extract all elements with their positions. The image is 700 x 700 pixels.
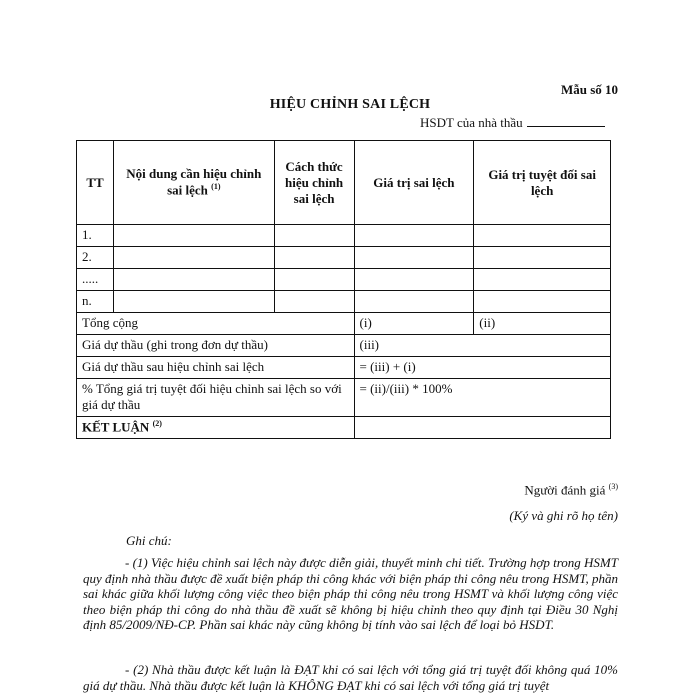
- cell-method: [274, 247, 354, 269]
- total-value: (i): [354, 313, 474, 335]
- cell-method: [274, 269, 354, 291]
- percent-row: [77, 379, 611, 417]
- footnote-3-marker: (3): [608, 482, 618, 491]
- correction-table: [76, 140, 611, 439]
- bid-price-label: Giá dự thầu (ghi trong đơn dự thầu): [77, 335, 355, 357]
- cell-content: [113, 225, 274, 247]
- evaluator-label: Người đánh giá $^{(3)}$: [524, 482, 618, 498]
- conclusion-value: [354, 417, 610, 439]
- document-title: HIỆU CHỈNH SAI LỆCH: [269, 97, 431, 112]
- percent-value: = (ii)/(iii) * 100%: [354, 379, 610, 417]
- adjusted-price-label: Giá dự thầu sau hiệu chỉnh sai lệch: [77, 357, 355, 379]
- form-number: Mẫu số 10: [560, 82, 618, 97]
- adjusted-price-value: = (iii) + (i): [354, 357, 610, 379]
- cell-method: [274, 291, 354, 313]
- cell-value: [354, 247, 474, 269]
- row-number: 1.: [77, 225, 114, 247]
- footnote-1-marker: (1): [211, 182, 221, 192]
- header-tt: TT: [77, 141, 114, 225]
- cell-content: [113, 247, 274, 269]
- note-2: - (2) Nhà thầu được kết luận là ĐẠT khi có sai lệch với tổng giá trị tuyệt đối không quá 10% giá dự thầu. Nhà thầu được kết luận là KHÔNG ĐẠT khi có sai lệch với tổng giá trị tuyệt: [83, 662, 618, 693]
- table-row: [77, 269, 611, 291]
- hsdt-blank: [527, 115, 605, 127]
- row-number: .....: [77, 269, 114, 291]
- table-row: [77, 247, 611, 269]
- cell-value: [354, 225, 474, 247]
- footnote-2-marker: (2): [152, 419, 162, 428]
- percent-label: % Tổng giá trị tuyệt đối hiệu chỉnh sai lệch so với giá dự thầu: [77, 379, 355, 417]
- cell-abs: [474, 291, 611, 313]
- cell-content: [113, 269, 274, 291]
- cell-content: [113, 291, 274, 313]
- adjusted-price-row: [77, 357, 611, 379]
- conclusion-row: [77, 417, 611, 439]
- notes-title: Ghi chú:: [126, 533, 172, 548]
- bid-price-row: [77, 335, 611, 357]
- cell-value: [354, 269, 474, 291]
- sign-hint: (Ký và ghi rõ họ tên): [509, 508, 618, 523]
- conclusion-label: KẾT LUẬN $^{(2)}$: [77, 417, 355, 439]
- cell-abs: [474, 225, 611, 247]
- total-row: [77, 313, 611, 335]
- total-label: Tổng cộng: [77, 313, 355, 335]
- note-1: - (1) Việc hiệu chỉnh sai lệch này được diễn giải, thuyết minh chi tiết. Trường hợp trong HSMT quy định nhà thầu được đề xuất biện pháp thi công khác với biện pháp thi công nêu trong HSMT, phần sai khác giữa khối lượng công việc theo biện pháp thi công nêu trong HSMT và khối lượng công việc theo biện pháp thi công do nhà thầu đề xuất sẽ không bị hiệu chỉnh theo quy định tại Điều 30 Nghị định 85/2009/NĐ-CP. Phần sai khác này cũng không bị tính vào sai lệch để loại bỏ HSDT.: [83, 555, 618, 632]
- row-number: 2.: [77, 247, 114, 269]
- row-number: n.: [77, 291, 114, 313]
- hsdt-line: [420, 115, 605, 131]
- header-value: Giá trị sai lệch: [354, 141, 474, 225]
- table-row: [77, 225, 611, 247]
- header-abs-value: Giá trị tuyệt đối sai lệch: [474, 141, 611, 225]
- cell-method: [274, 225, 354, 247]
- bid-price-value: (iii): [354, 335, 610, 357]
- total-abs-value: (ii): [474, 313, 611, 335]
- header-content: Nội dung cần hiệu chỉnh sai lệch $^{(1)}$: [113, 141, 274, 225]
- cell-abs: [474, 269, 611, 291]
- cell-abs: [474, 247, 611, 269]
- table-header-row: [77, 141, 611, 225]
- hsdt-label: HSDT của nhà thầu: [420, 115, 523, 130]
- cell-value: [354, 291, 474, 313]
- header-method: Cách thức hiệu chỉnh sai lệch: [274, 141, 354, 225]
- table-row: [77, 291, 611, 313]
